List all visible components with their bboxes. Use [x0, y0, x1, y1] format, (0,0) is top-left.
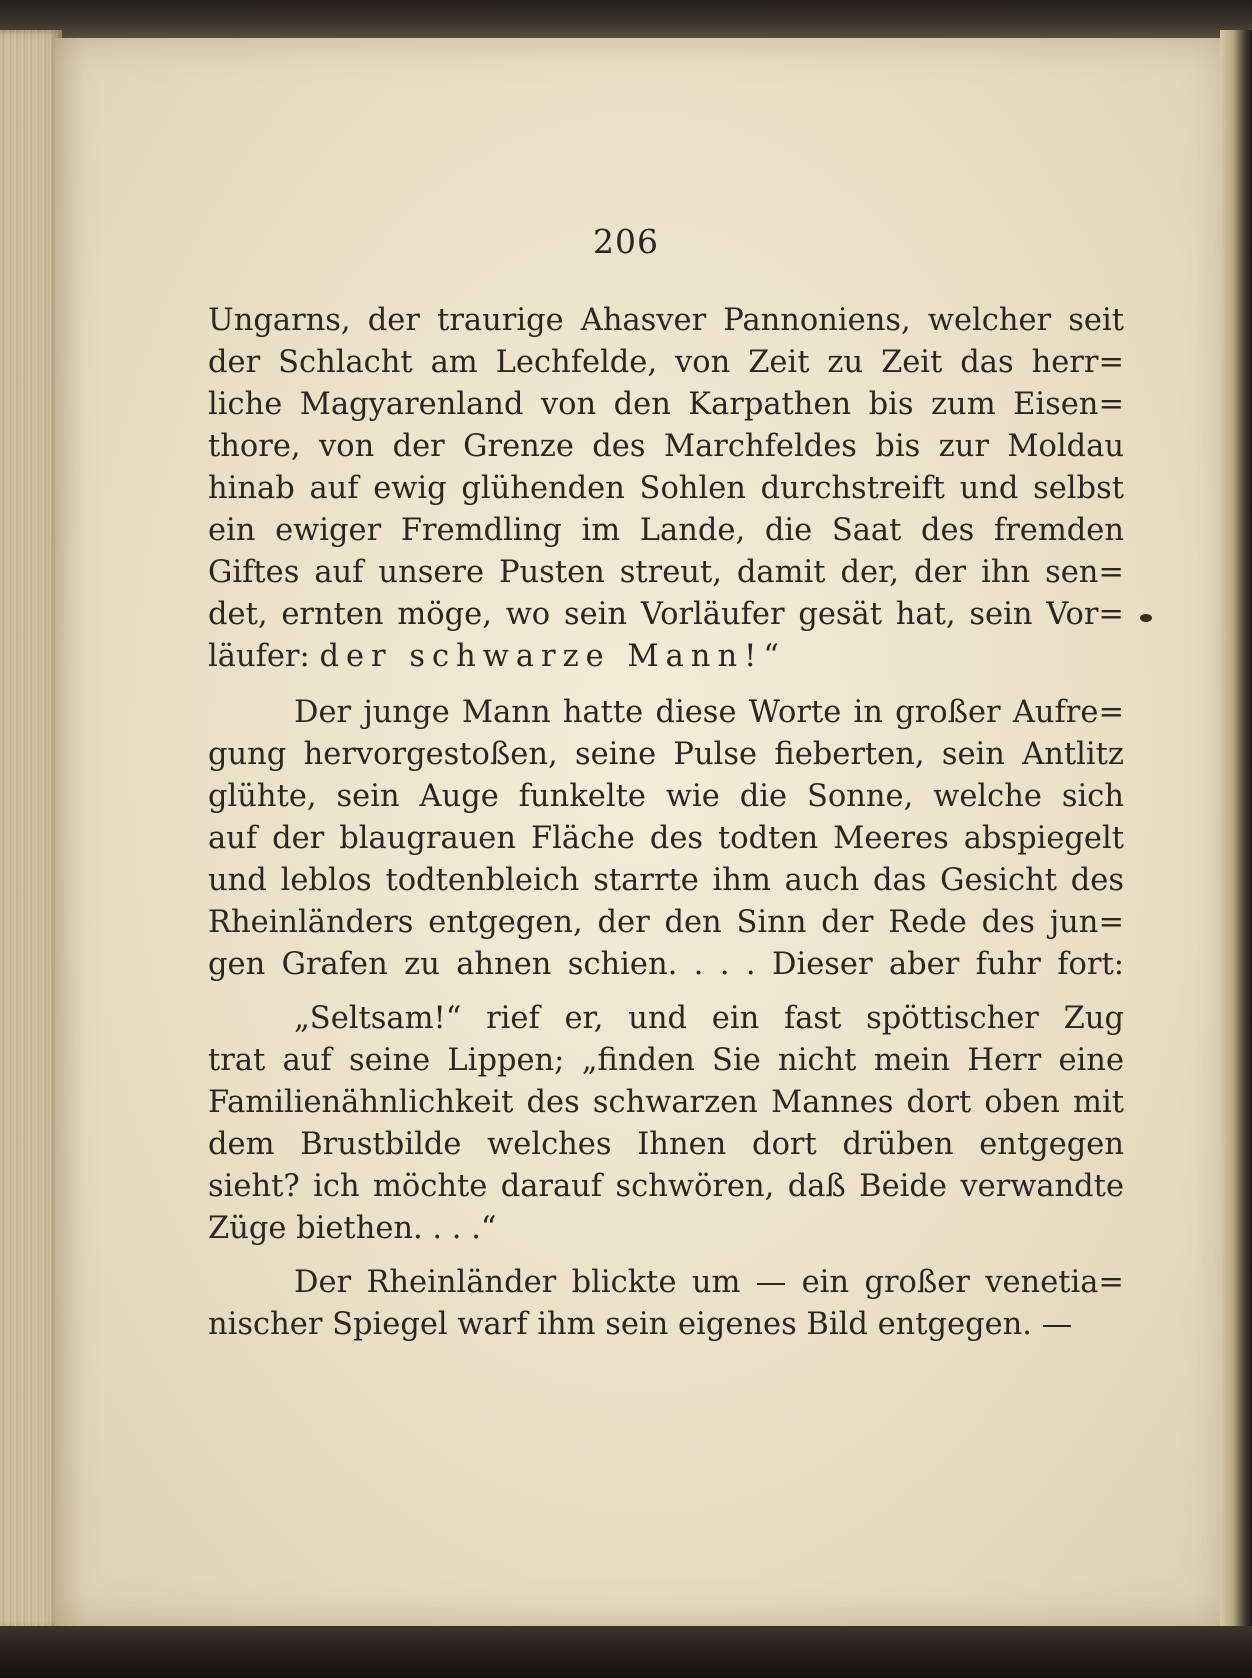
text-line: gung hervorgestoßen, seine Pulse fieberten, sein Antlitz: [208, 737, 1124, 772]
text-fragment: läufer:: [208, 639, 320, 674]
text-line: und leblos todtenbleich starrte ihm auch das Gesicht des: [208, 863, 1124, 898]
text-line: gen Grafen zu ahnen schien. . . . Dieser aber fuhr fort:: [208, 947, 1124, 982]
text-line: det, ernten möge, wo sein Vorläufer gesät hat, sein Vor=: [208, 597, 1124, 632]
page-edges-left: [0, 30, 62, 1630]
text-line: sieht? ich möchte darauf schwören, daß Beide verwandte: [208, 1169, 1124, 1204]
paragraph-4: [208, 1262, 1124, 1346]
text-line: nischer Spiegel warf ihm sein eigenes Bild entgegen. —: [208, 1307, 1073, 1342]
text-line: Der Rheinländer blickte um — ein großer venetia=: [294, 1265, 1124, 1300]
body-text: [208, 300, 1124, 1346]
text-line: dem Brustbilde welches Ihnen dort drüben entgegen: [208, 1127, 1124, 1162]
text-line: Giftes auf unsere Pusten streut, damit der, der ihn sen=: [208, 555, 1124, 590]
page-number: 206: [593, 222, 659, 261]
text-line: Züge biethen. . . .“: [208, 1211, 497, 1246]
text-line: glühte, sein Auge funkelte wie die Sonne, welche sich: [208, 779, 1124, 814]
text-line: hinab auf ewig glühenden Sohlen durchstreift und selbst: [208, 471, 1124, 506]
text-line: Der junge Mann hatte diese Worte in großer Aufre=: [294, 695, 1124, 730]
ink-speck: [1140, 614, 1152, 622]
text-line: trat auf seine Lippen; „finden Sie nicht mein Herr eine: [208, 1043, 1124, 1078]
binding-bottom: [0, 1626, 1252, 1678]
spaced-emphasis: der schwarze Mann!“: [319, 639, 786, 674]
paragraph-2: [208, 692, 1124, 986]
paragraph-1: [208, 300, 1124, 678]
binding-top: [0, 0, 1252, 40]
text-line: Rheinländers entgegen, der den Sinn der Rede des jun=: [208, 905, 1124, 940]
text-line: liche Magyarenland von den Karpathen bis zum Eisen=: [208, 387, 1124, 422]
paragraph-3: [208, 998, 1124, 1250]
text-line: „Seltsam!“ rief er, und ein fast spöttischer Zug: [294, 1001, 1124, 1036]
text-line: der Schlacht am Lechfelde, von Zeit zu Zeit das herr=: [208, 345, 1124, 380]
text-line: auf der blaugrauen Fläche des todten Meeres abspiegelt: [208, 821, 1124, 856]
text-line: thore, von der Grenze des Marchfeldes bis zur Moldau: [208, 429, 1124, 464]
binding-right: [1220, 30, 1252, 1630]
text-line: Ungarns, der traurige Ahasver Pannoniens, welcher seit: [208, 303, 1124, 338]
text-line: ein ewiger Fremdling im Lande, die Saat des fremden: [208, 513, 1124, 548]
text-line: [208, 636, 1124, 678]
text-line: Familienähnlichkeit des schwarzen Mannes dort oben mit: [208, 1085, 1124, 1120]
